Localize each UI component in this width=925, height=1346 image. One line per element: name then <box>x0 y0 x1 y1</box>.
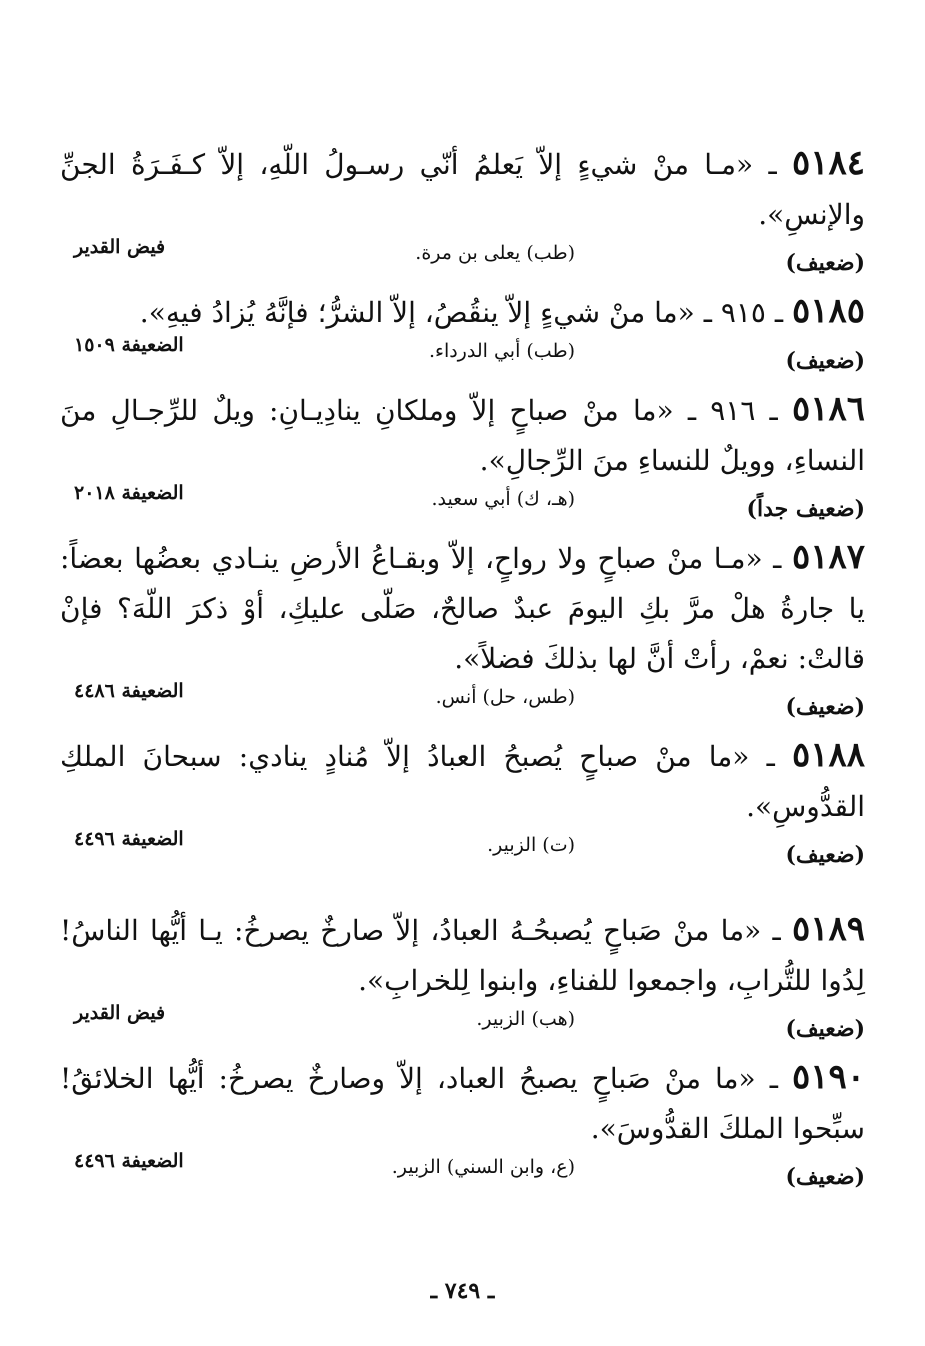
hadith-body: ـ «ما منْ صَباحٍ يصبحُ العباد، إلاّ وصارخٌ يصرخُ: أيُّها الخلائقُ! سبِّحوا الملكَ القدُّوسَ». <box>60 1062 865 1145</box>
hadith-text <box>60 904 865 1006</box>
reference-label: فيض القدير <box>74 1002 166 1024</box>
hadith-body: ـ «مـا منْ صباحٍ ولا رواحٍ، إلاّ وبقـاعُ الأرضِ ينـادي بعضُها بعضاً: يا جارةُ هلْ مرَّ بكِ اليومَ عبدٌ صالحٌ، صَلّى عليكِ، أوْ ذكرَ اللّهَ؟ فإنْ قالتْ: نعمْ، رأتْ أنَّ لها بذلكَ فضلاً». <box>60 542 866 675</box>
grade-label: (ضعيف) <box>785 1164 865 1190</box>
hadith-meta <box>60 1150 865 1200</box>
reference-label: الضعيفة ٤٤٩٦ <box>74 1150 184 1172</box>
hadith-body: ـ «ما منْ صباحٍ يُصبحُ العبادُ إلاّ مُنادٍ ينادي: سبحانَ الملكِ القدُّوسِ». <box>60 740 865 823</box>
hadith-entry-5186 <box>60 384 865 532</box>
grade-label: (ضعيف) <box>785 694 865 720</box>
grade-label: (ضعيف جداً) <box>746 496 865 522</box>
reference-label: الضعيفة ١٥٠٩ <box>74 334 184 356</box>
hadith-number: ٥١٨٥ <box>791 291 865 331</box>
hadith-meta <box>60 1002 865 1052</box>
document-page <box>60 138 865 1258</box>
grade-label: (ضعيف) <box>785 250 865 276</box>
hadith-text <box>60 532 865 684</box>
grade-label: (ضعيف) <box>785 348 865 374</box>
source-label: (طب) أبي الدرداء. <box>428 340 575 362</box>
grade-label: (ضعيف) <box>785 1016 865 1042</box>
reference-label: الضعيفة ٤٤٩٦ <box>74 828 184 850</box>
hadith-entry-5188 <box>60 730 865 878</box>
hadith-body: ـ «مـا منْ شيءٍ إلاّ يَعلمُ أنّي رسـولُ اللّهِ، إلاّ كـفَـرَةُ الجنِّ والإنسِ». <box>60 148 865 231</box>
hadith-entry-5190 <box>60 1052 865 1200</box>
hadith-meta <box>60 482 865 532</box>
reference-label: فيض القدير <box>74 236 166 258</box>
hadith-entry-5185 <box>60 286 865 384</box>
hadith-number: ٥١٨٤ <box>791 143 866 183</box>
source-label: (هـ، ك) أبي سعيد. <box>431 488 575 510</box>
hadith-entry-5187 <box>60 532 865 730</box>
hadith-text <box>60 286 865 338</box>
hadith-number: ٥١٨٨ <box>791 735 865 775</box>
page-number: ـ ٧٤٩ ـ <box>430 1278 495 1304</box>
source-label: (ع، وابن السني) الزبير. <box>391 1156 575 1178</box>
grade-label: (ضعيف) <box>785 842 865 868</box>
hadith-body: ـ ٩١٥ ـ «ما منْ شيءٍ إلاّ ينقُصُ، إلاّ الشرُّ؛ فإنَّهُ يُزادُ فيهِ». <box>139 296 784 329</box>
hadith-meta <box>60 680 865 730</box>
hadith-number: ٥١٨٧ <box>791 537 865 577</box>
hadith-number: ٥١٨٦ <box>791 389 866 429</box>
hadith-text <box>60 384 865 486</box>
entry-spacer <box>60 878 865 904</box>
source-label: (هب) الزبير. <box>476 1008 575 1030</box>
hadith-text <box>60 138 865 240</box>
hadith-entry-5189 <box>60 904 865 1052</box>
hadith-text <box>60 1052 865 1154</box>
hadith-meta <box>60 828 865 878</box>
reference-label: الضعيفة ٢٠١٨ <box>74 482 184 504</box>
hadith-number: ٥١٩٠ <box>791 1057 865 1097</box>
source-label: (طس، حل) أنس. <box>435 686 575 708</box>
hadith-text <box>60 730 865 832</box>
hadith-body: ـ ٩١٦ ـ «ما منْ صباحٍ إلاّ وملكانِ ينادِيـانِ: ويلٌ للرِّجـالِ منَ النساءِ، وويلٌ للنساءِ منَ الرِّجالِ». <box>60 394 865 477</box>
hadith-number: ٥١٨٩ <box>791 909 866 949</box>
source-label: (طب) يعلى بن مرة. <box>415 242 575 264</box>
hadith-meta <box>60 334 865 384</box>
reference-label: الضعيفة ٤٤٨٦ <box>74 680 184 702</box>
hadith-entry-5184 <box>60 138 865 286</box>
source-label: (ت) الزبير. <box>487 834 575 856</box>
hadith-body: ـ «ما منْ صَباحٍ يُصبحُـهُ العبادُ، إلاّ صارخٌ يصرخُ: يـا أيُّها الناسُ! لِدُوا للتُّرابِ، واجمعوا للفناءِ، وابنوا لِلخرابِ». <box>60 914 865 997</box>
hadith-meta <box>60 236 865 286</box>
